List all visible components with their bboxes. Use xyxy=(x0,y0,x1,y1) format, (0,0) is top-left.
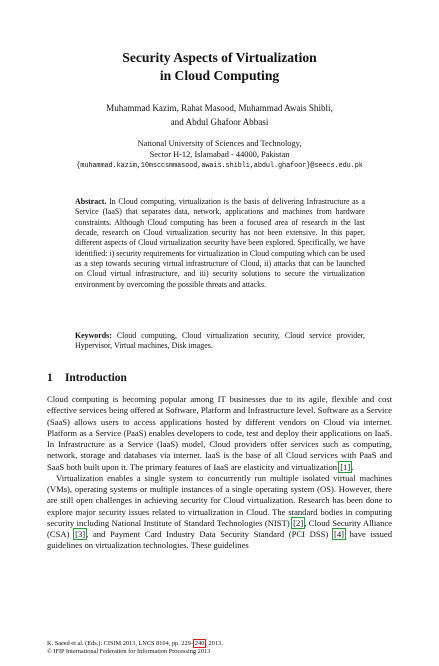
paper-authors xyxy=(40,102,399,129)
affiliation-line-1: National University of Sciences and Technology, xyxy=(137,139,302,148)
title-line-2: in Cloud Computing xyxy=(159,67,280,83)
page-range-link[interactable]: 240 xyxy=(194,640,205,647)
authors-line-1: Muhammad Kazim, Rahat Masood, Muhammad Awais Shibli, xyxy=(106,103,333,113)
paragraph-1-text: Cloud computing is becoming popular among IT businesses due to its agile, flexible and cost effective services being offered at Software, Platform and Infrastructure level. Software as a Service (SaaS) allows users to access applications hosted by different vendors on Cloud via internet. Platform as a Service (PaaS) enables developers to code, test and deploy their applications on IaaS. In Infrastructure as a Service (IaaS) model, Cloud providers offer services such as computing, network, storage and databases via internet. IaaS is the base of all Cloud services with PaaS and SaaS both built upon it. The primary features of IaaS are elasticity and virtualization xyxy=(47,394,392,472)
keywords xyxy=(75,331,365,352)
section-number: 1 xyxy=(47,372,53,384)
footer-citation-text: K. Saeed et al. (Eds.): CISIM 2013, LNCS 8104, pp. 229– xyxy=(47,640,194,647)
citation-link-4[interactable]: [4] xyxy=(333,529,344,539)
keywords-text: Cloud computing, Cloud virtualization security, Cloud service provider, Hypervisor, Virtual machines, Disk images. xyxy=(75,331,365,351)
citation-link-3[interactable]: [3] xyxy=(75,529,86,539)
paragraph-1-end: . xyxy=(351,461,354,472)
keywords-label: Keywords: xyxy=(75,331,112,340)
paragraph-2 xyxy=(47,473,392,552)
paragraph-2-text: Virtualization enables a single system to concurrently run multiple isolated virtual machines (VMs), operating systems or multiple instances of a single operating system (OS). However, there are still open challenges in achieving security for Cloud virtualization. Research has been done to explore major security issues related to virtualization in Cloud. The standard bodies in computing security including National Institute of Standard Technologies (NIST) xyxy=(47,472,392,528)
title-line-1: Security Aspects of Virtualization xyxy=(122,50,317,65)
paragraph-2-text-d: have issued guidelines on virtualization technologies. These guidelines xyxy=(47,529,393,551)
paragraph-2-text-b: , Cloud Security Alliance (CSA) xyxy=(47,517,392,539)
paragraph-1 xyxy=(47,394,392,473)
affiliation-line-2: Sector H-12, Islamabad - 44000, Pakistan xyxy=(149,150,290,160)
abstract-text: In Cloud computing, virtualization is the basis of delivering Infrastructure as a Service (IaaS) that separates data, network, applications and machines from hardware constraints. Although Cloud computing has been a focused area of research in the last decade, research on Cloud virtualization security has not been extensive. In this paper, different aspects of Cloud virtualization security have been explored. Specifically, we have identified: i) security requirements for virtualization in Cloud computing which can be used as a step towards securing virtual infrastructure of Cloud, ii) attacks that can be launched on Cloud virtual infrastructure, and iii) security solutions to secure the virtualization environment by overcoming the possible threats and attacks. xyxy=(75,197,365,289)
section-heading xyxy=(47,372,127,384)
authors-line-2: and Abdul Ghafoor Abbasi xyxy=(170,116,269,127)
citation-link-1[interactable]: [1] xyxy=(340,461,351,472)
affiliation xyxy=(20,138,419,172)
section-title: Introduction xyxy=(65,372,127,384)
paper-title xyxy=(40,49,399,84)
body-text xyxy=(47,394,392,552)
paragraph-2-text-c: , and Payment Card Industry Data Security Standard (PCI DSS) xyxy=(86,529,333,539)
page-footer xyxy=(47,640,392,656)
abstract-label: Abstract. xyxy=(75,197,107,206)
footer-citation-end: , 2013. xyxy=(205,640,223,647)
author-emails: {muhammad.kazim,10msccsmmasood,awais.shibli,abdul.ghafoor}@seecs.edu.pk xyxy=(76,161,363,170)
abstract xyxy=(75,197,365,290)
citation-link-2[interactable]: [2] xyxy=(293,517,304,528)
footer-citation xyxy=(47,640,392,648)
footer-copyright: © IFIP International Federation for Information Processing 2013 xyxy=(47,648,211,656)
